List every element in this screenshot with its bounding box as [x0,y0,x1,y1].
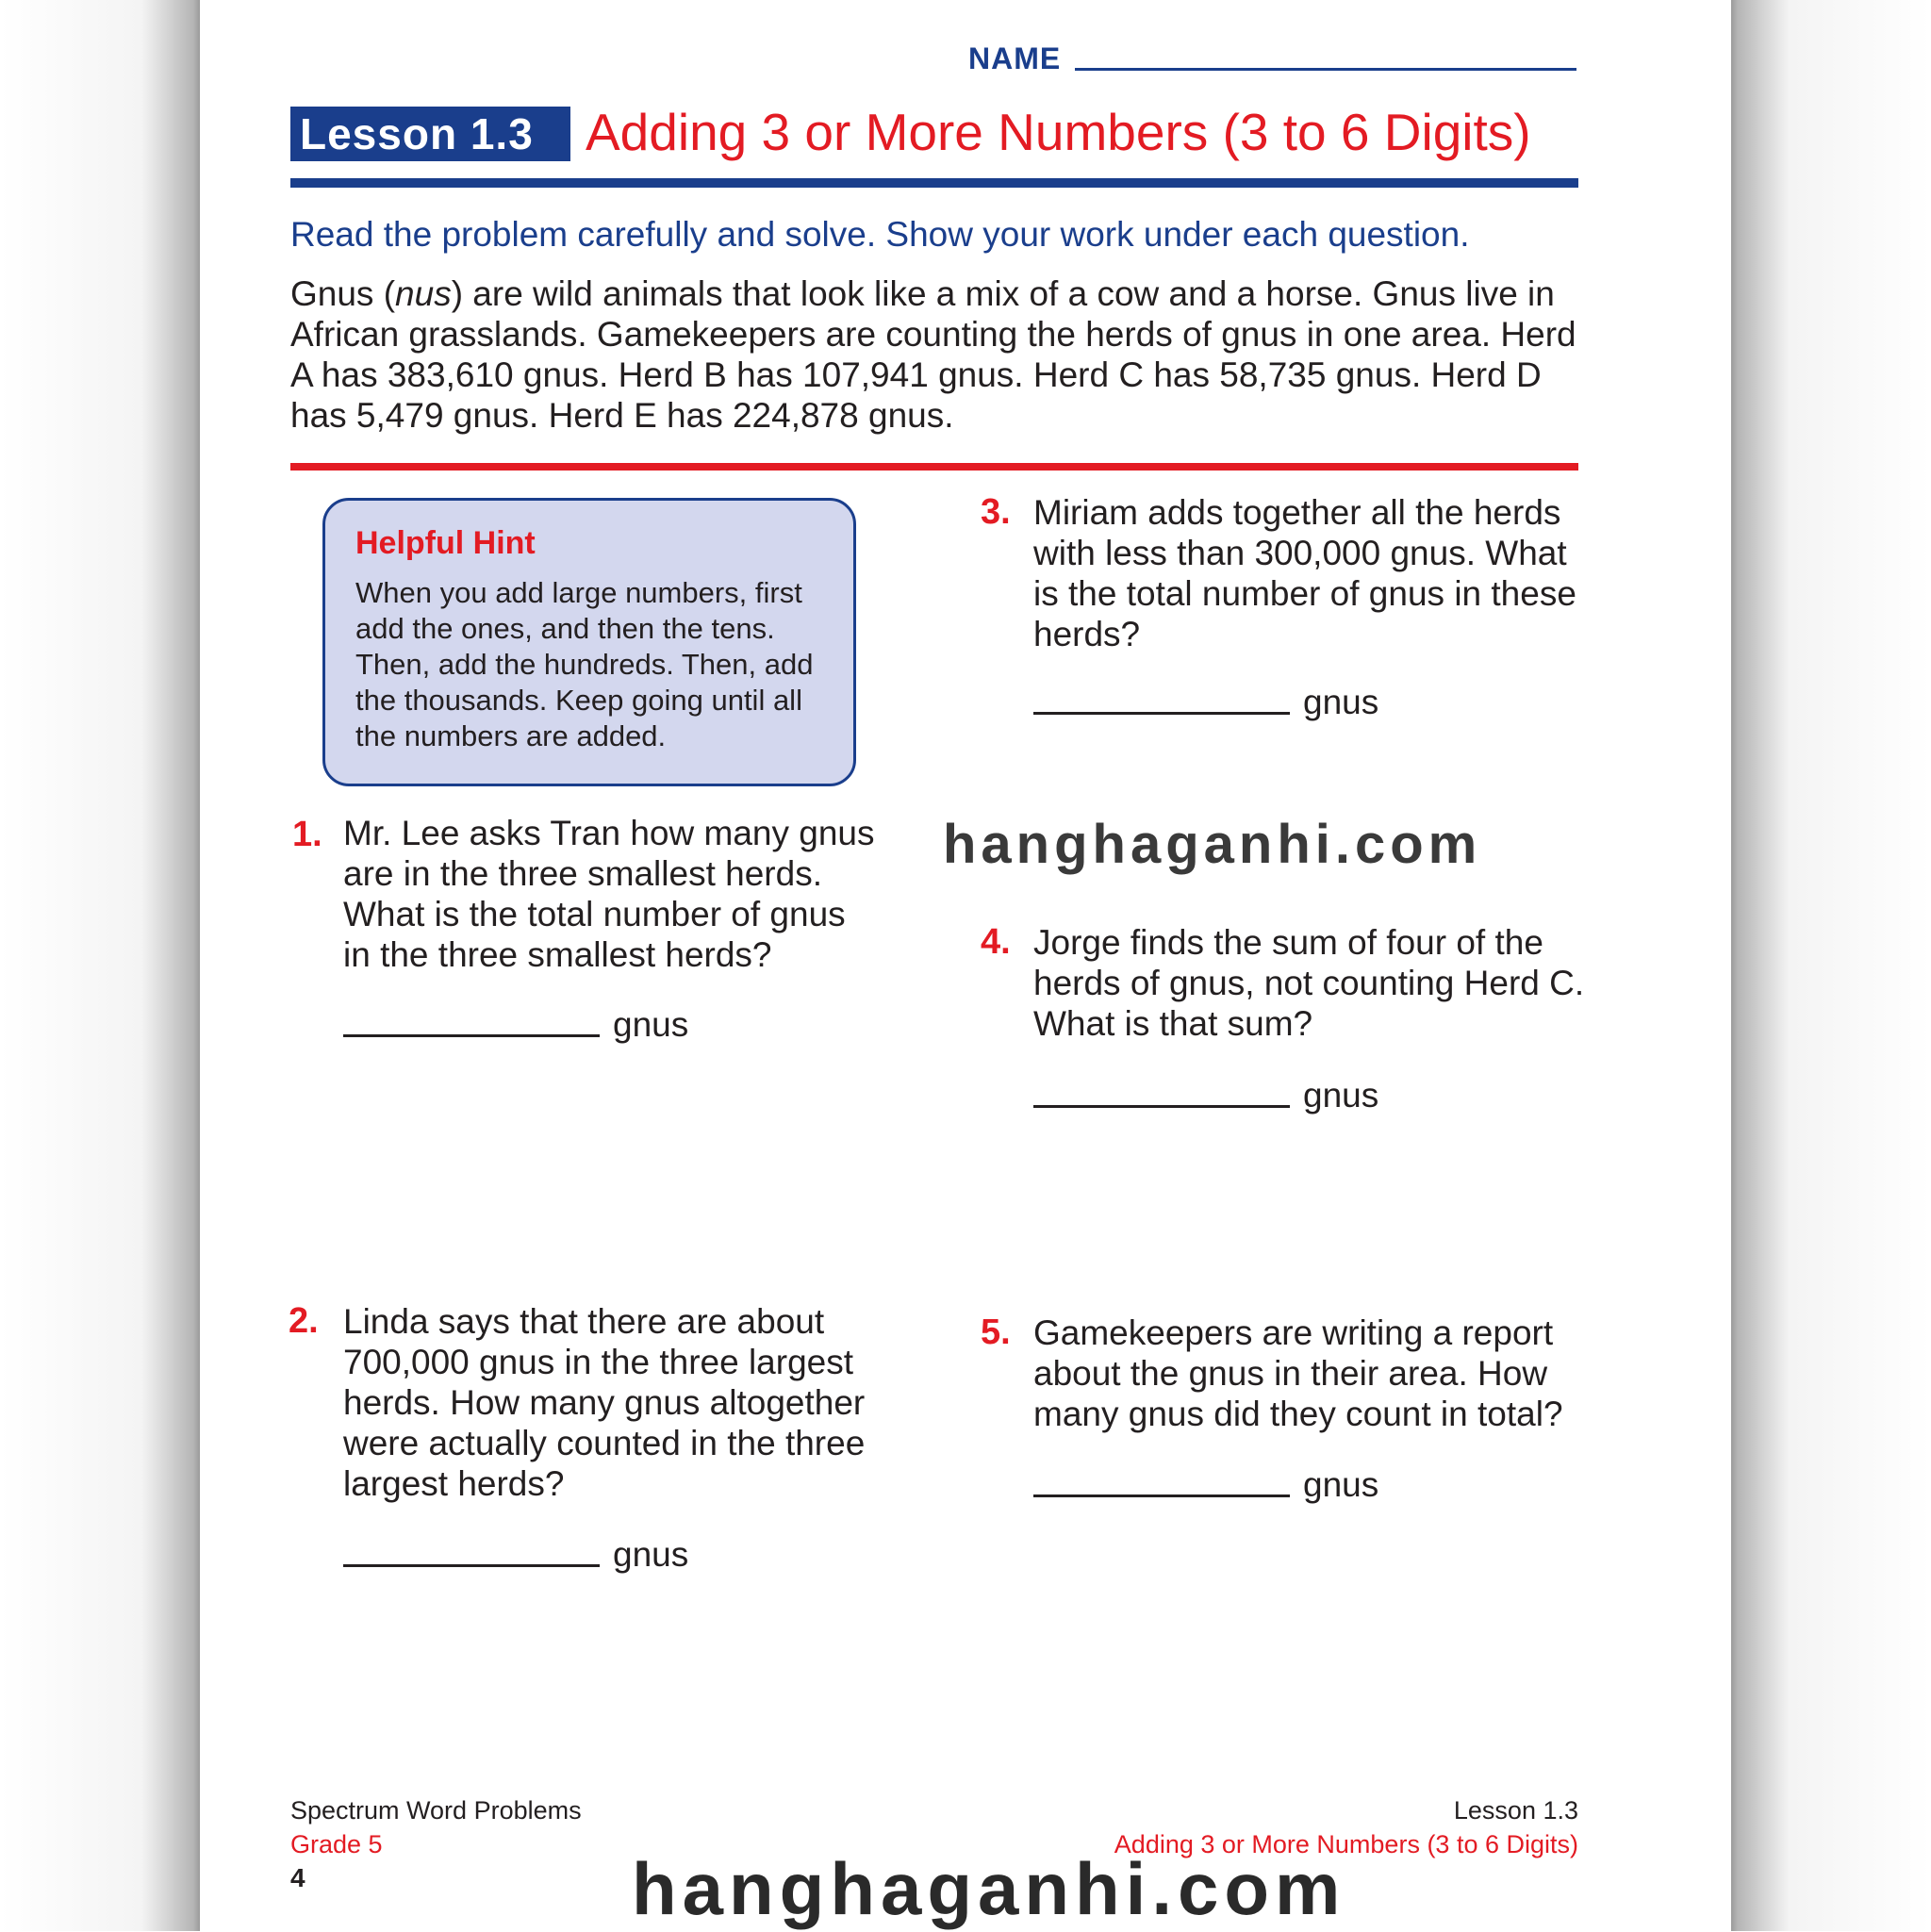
answer-unit: gnus [1303,1076,1379,1115]
helpful-hint-box [322,498,856,786]
answer-line[interactable] [343,1034,600,1037]
question-number: 1. [292,815,322,854]
answer-unit: gnus [1303,683,1379,721]
instructions: Read the problem carefully and solve. Show your work under each question. [290,215,1470,254]
answer-unit: gnus [613,1535,689,1574]
hint-text: When you add large numbers, first add the ones, and then the tens. Then, add the hundreds. Then, add the thousands. Keep going until all the numbers are added. [355,576,814,752]
answer-field[interactable] [343,1535,688,1575]
answer-field[interactable] [1033,1076,1378,1115]
question-text: Miriam adds together all the herds with less than 300,000 gnus. What is the total number of gnus in these herds? [1033,493,1576,653]
name-field[interactable] [1075,68,1576,71]
question-number: 2. [289,1301,319,1341]
header-divider [290,178,1578,188]
answer-unit: gnus [1303,1465,1379,1504]
page-shadow-left [0,0,200,1931]
intro-text-start: Gnus ( [290,274,396,313]
question-number: 4. [981,922,1011,962]
name-label: NAME [968,41,1062,75]
hint-title: Helpful Hint [355,525,536,561]
answer-field[interactable] [343,1005,688,1045]
lesson-badge: Lesson 1.3 [290,107,570,161]
intro-text-rest: ) are wild animals that look like a mix of a cow and a horse. Gnus live in African grasslands. Gamekeepers are counting the herds of gnus in one area. Herd A has 383,610 gnus. Herd B has 107,941 gnus. Herd C has 58,735 gnus. Herd D has 5,479 gnus. Herd E has 224,878 gnus. [290,274,1576,435]
watermark-bottom: hanghaganhi.com [632,1847,1346,1930]
section-divider [290,463,1578,471]
question-text: Jorge finds the sum of four of the herds of gnus, not counting Herd C. What is that sum? [1033,923,1585,1043]
answer-field[interactable] [1033,1465,1378,1505]
footer-lesson-title: Adding 3 or More Numbers (3 to 6 Digits) [1114,1830,1578,1858]
question-text: Linda says that there are about 700,000 gnus in the three largest herds. How many gnus altogether were actually counted in the three largest herds? [343,1302,866,1503]
answer-field[interactable] [1033,683,1378,722]
footer-grade: Grade 5 [290,1830,383,1858]
watermark: hanghaganhi.com [943,814,1482,875]
question-number: 5. [981,1313,1011,1352]
answer-line[interactable] [1033,1105,1290,1108]
question-text: Mr. Lee asks Tran how many gnus are in the three smallest herds. What is the total number of gnus in the three smallest herds? [343,814,875,974]
page-number: 4 [290,1863,305,1892]
lesson-title: Adding 3 or More Numbers (3 to 6 Digits) [586,103,1531,161]
question-number: 3. [981,492,1011,532]
answer-line[interactable] [1033,1494,1290,1497]
answer-unit: gnus [613,1005,689,1044]
answer-line[interactable] [343,1564,600,1567]
question-text: Gamekeepers are writing a report about the gnus in their area. How many gnus did they count in total? [1033,1313,1563,1433]
answer-line[interactable] [1033,712,1290,715]
intro-pronunciation: nus [395,274,452,313]
intro-paragraph [290,273,1582,436]
page-shadow-right [1731,0,1931,1931]
footer-left [290,1793,582,1895]
footer-lesson: Lesson 1.3 [1453,1796,1578,1825]
footer-book-title: Spectrum Word Problems [290,1796,582,1825]
